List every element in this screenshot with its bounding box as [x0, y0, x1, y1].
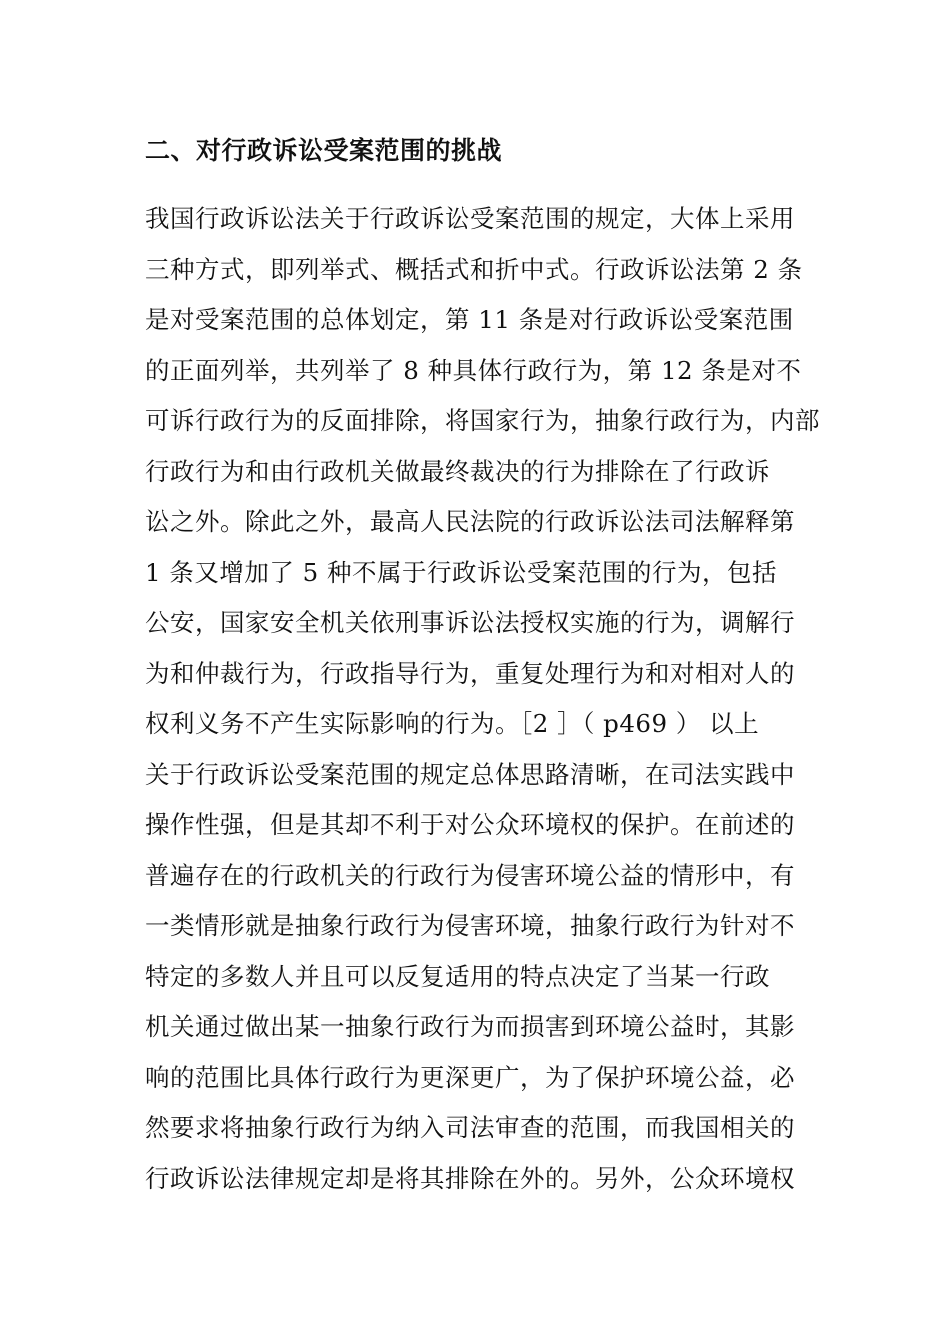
text-line: 行政诉讼法律规定却是将其排除在外的。另外，公众环境权	[145, 1163, 795, 1193]
text-line: 可诉行政行为的反面排除，将国家行为，抽象行政行为，内部	[145, 406, 820, 435]
text-line: 关于行政诉讼受案范围的规定总体思路清晰，在司法实践中	[145, 759, 795, 789]
text-line: 特定的多数人并且可以反复适用的特点决定了当某一行政	[145, 961, 770, 991]
text-line: 的正面列举，共列举了 8 种具体行政行为，第 12 条是对不	[145, 355, 802, 385]
text-line: 为和仲裁行为，行政指导行为，重复处理行为和对相对人的	[145, 658, 795, 688]
text-line: 普遍存在的行政机关的行政行为侵害环境公益的情形中，有	[145, 860, 795, 890]
text-line: 是对受案范围的总体划定，第 11 条是对行政诉讼受案范围	[145, 305, 794, 334]
text-line: 一类情形就是抽象行政行为侵害环境，抽象行政行为针对不	[145, 911, 795, 940]
text-line: 三种方式，即列举式、概括式和折中式。行政诉讼法第 2 条	[145, 254, 803, 284]
body-paragraph	[145, 194, 825, 1204]
text-line: 公安，国家安全机关依刑事诉讼法授权实施的行为，调解行	[145, 608, 795, 637]
text-line: 权利义务不产生实际影响的行为。［2 ］（ p469 ） 以上	[145, 709, 760, 738]
text-line: 操作性强，但是其却不利于对公众环境权的保护。在前述的	[145, 810, 795, 839]
text-line: 我国行政诉讼法关于行政诉讼受案范围的规定，大体上采用	[145, 204, 795, 233]
section-heading: 二、对行政诉讼受案范围的挑战	[145, 136, 503, 165]
text-line: 1 条又增加了 5 种不属于行政诉讼受案范围的行为，包括	[145, 557, 778, 587]
text-line: 响的范围比具体行政行为更深更广，为了保护环境公益，必	[145, 1062, 795, 1092]
text-line: 然要求将抽象行政行为纳入司法审查的范围，而我国相关的	[145, 1113, 795, 1142]
text-line: 讼之外。除此之外，最高人民法院的行政诉讼法司法解释第	[145, 507, 795, 536]
text-line: 机关通过做出某一抽象行政行为而损害到环境公益时，其影	[145, 1012, 795, 1041]
text-line: 行政行为和由行政机关做最终裁决的行为排除在了行政诉	[145, 456, 770, 486]
